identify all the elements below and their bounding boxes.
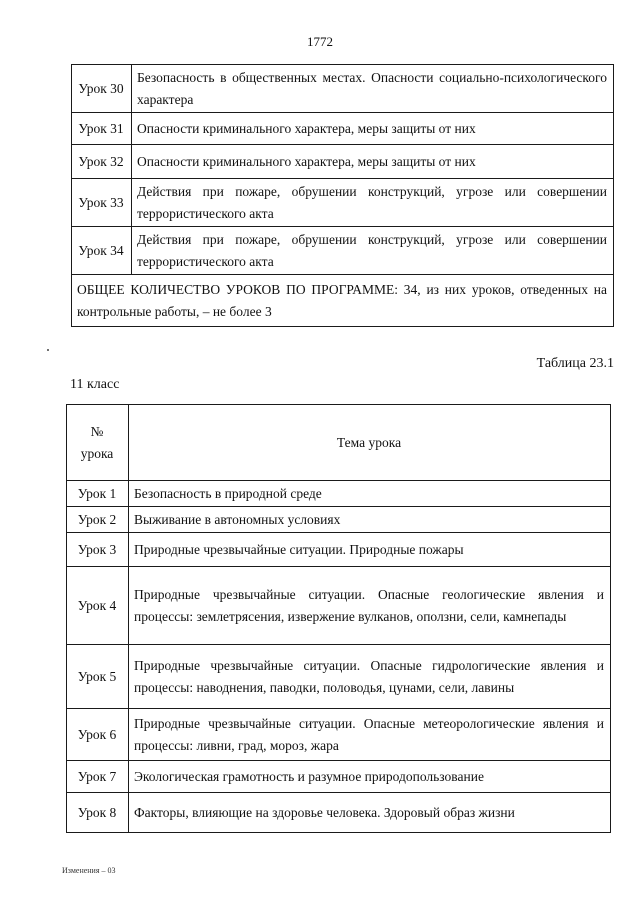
lesson-number: Урок 2 — [67, 507, 129, 533]
footer-revision-note: Изменения – 03 — [62, 866, 116, 875]
lesson-number: Урок 6 — [67, 709, 129, 761]
lessons-table-grade-11 — [66, 404, 611, 833]
table-row — [72, 65, 614, 113]
lesson-topic: Опасности криминального характера, меры защиты от них — [132, 145, 614, 179]
lesson-number: Урок 32 — [72, 145, 132, 179]
table-row — [67, 567, 611, 645]
table-row — [67, 793, 611, 833]
lesson-topic: Экологическая грамотность и разумное природопользование — [129, 761, 611, 793]
header-lesson-number — [67, 405, 129, 481]
page-number: 1772 — [307, 34, 333, 49]
header-num-sign: № — [90, 423, 104, 439]
table-row — [72, 113, 614, 145]
lesson-number: Урок 34 — [72, 227, 132, 275]
lesson-number: Урок 8 — [67, 793, 129, 833]
table-row — [67, 481, 611, 507]
table-row — [67, 645, 611, 709]
lesson-number: Урок 4 — [67, 567, 129, 645]
table-row — [72, 179, 614, 227]
lessons-table-continued — [71, 64, 614, 327]
lesson-topic: Действия при пожаре, обрушении конструкций, угрозе или совершении террористического акта — [132, 179, 614, 227]
class-label: 11 класс — [70, 377, 120, 392]
header-num-word: урока — [80, 445, 114, 461]
total-lessons-note: ОБЩЕЕ КОЛИЧЕСТВО УРОКОВ ПО ПРОГРАММЕ: 34, из них уроков, отведенных на контрольные работы, – не более 3 — [72, 275, 614, 327]
lesson-topic: Безопасность в природной среде — [129, 481, 611, 507]
table-row — [72, 227, 614, 275]
table-row — [67, 709, 611, 761]
table-total-row — [72, 275, 614, 327]
lesson-number: Урок 1 — [67, 481, 129, 507]
lesson-number: Урок 31 — [72, 113, 132, 145]
lesson-number: Урок 7 — [67, 761, 129, 793]
lesson-topic: Выживание в автономных условиях — [129, 507, 611, 533]
lesson-topic: Опасности криминального характера, меры защиты от них — [132, 113, 614, 145]
lesson-topic: Природные чрезвычайные ситуации. Опасные метеорологические явления и процессы: ливни, град, мороз, жара — [129, 709, 611, 761]
table-row — [67, 533, 611, 567]
header-lesson-topic: Тема урока — [129, 405, 611, 481]
lesson-topic: Действия при пожаре, обрушении конструкций, угрозе или совершении террористического акта — [132, 227, 614, 275]
table-header-row — [67, 405, 611, 481]
lesson-number: Урок 30 — [72, 65, 132, 113]
table-caption: Таблица 23.1 — [536, 356, 614, 371]
lesson-topic: Природные чрезвычайные ситуации. Опасные геологические явления и процессы: землетрясения, извержение вулканов, оползни, сели, камнепады — [129, 567, 611, 645]
lesson-topic: Безопасность в общественных местах. Опасности социально-психологического характера — [132, 65, 614, 113]
lesson-number: Урок 33 — [72, 179, 132, 227]
lesson-topic: Природные чрезвычайные ситуации. Природные пожары — [129, 533, 611, 567]
table-row — [72, 145, 614, 179]
lesson-number: Урок 3 — [67, 533, 129, 567]
scan-speck — [47, 349, 49, 351]
table-row — [67, 761, 611, 793]
lesson-topic: Факторы, влияющие на здоровье человека. Здоровый образ жизни — [129, 793, 611, 833]
lesson-topic: Природные чрезвычайные ситуации. Опасные гидрологические явления и процессы: наводнения, паводки, половодья, цунами, сели, лавины — [129, 645, 611, 709]
lesson-number: Урок 5 — [67, 645, 129, 709]
table-row — [67, 507, 611, 533]
